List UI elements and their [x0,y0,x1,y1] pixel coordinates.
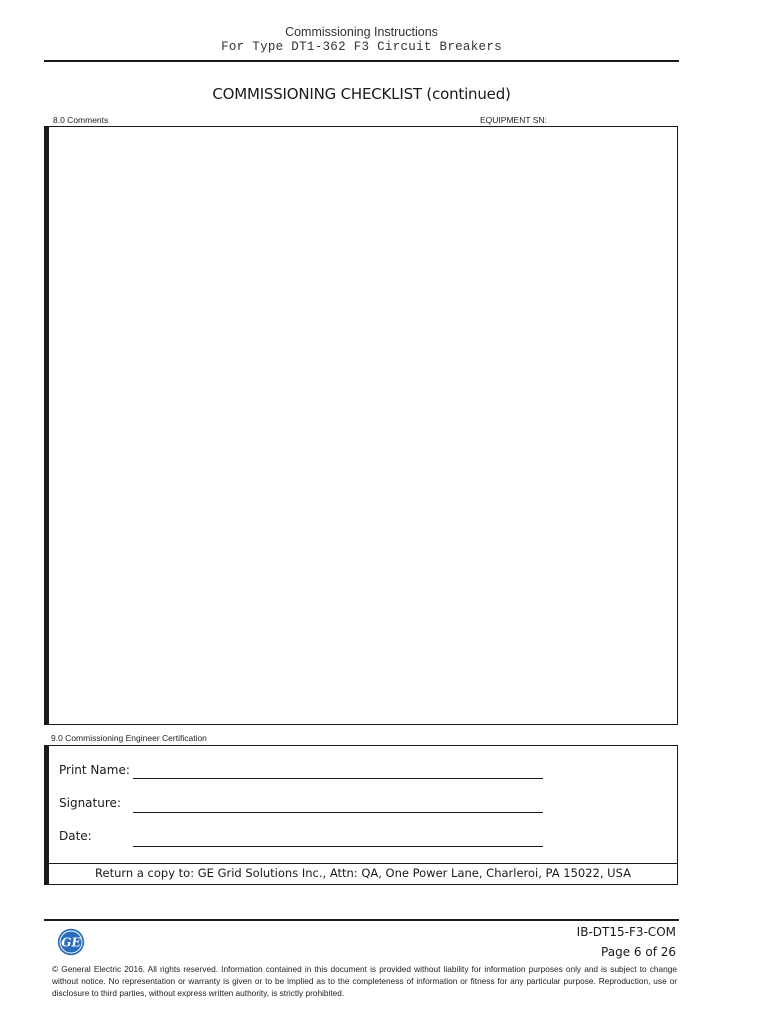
comments-box[interactable] [44,126,678,725]
footer-divider [44,919,679,921]
page-title: COMMISSIONING CHECKLIST (continued) [212,85,511,103]
return-address: Return a copy to: GE Grid Solutions Inc., Attn: QA, One Power Lane, Charleroi, PA 15022, USA [95,866,631,880]
print-name-line[interactable] [133,778,543,779]
legal-notice: © General Electric 2016. All rights reserved. Information contained in this document is provided without liability for information purposes only and is subject to change without notice. No representation or warranty is given or to be implied as to the completeness of information or fitness for any particular purpose. Reproduction, use or disclosure to third parties, without express written authority, is strictly prohibited. [52,964,677,998]
certification-box [44,745,678,885]
equipment-sn-label: EQUIPMENT SN: [480,115,547,125]
return-divider [49,863,677,864]
comments-section-label: 8.0 Comments [53,115,109,125]
header-divider [44,60,679,62]
print-name-label: Print Name: [59,763,130,777]
signature-line[interactable] [133,812,543,813]
header-line-2: For Type DT1-362 F3 Circuit Breakers [221,40,502,54]
date-label: Date: [59,829,92,843]
header-line-1: Commissioning Instructions [285,25,438,39]
page-number: Page 6 of 26 [601,945,676,959]
ge-logo-text: GE [61,935,81,950]
ge-logo-icon [57,928,85,956]
certification-section-label: 9.0 Commissioning Engineer Certification [51,733,207,743]
signature-label: Signature: [59,796,121,810]
document-number: IB-DT15-F3-COM [576,925,676,939]
date-line[interactable] [133,846,543,847]
